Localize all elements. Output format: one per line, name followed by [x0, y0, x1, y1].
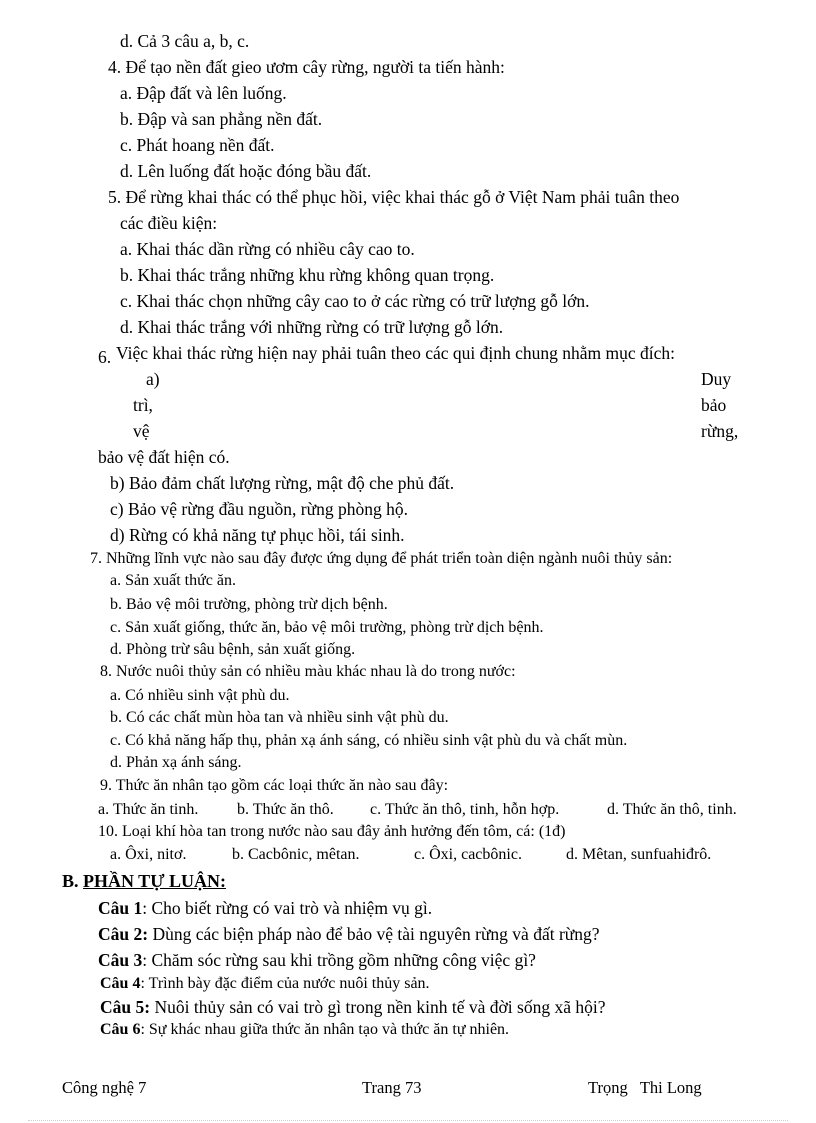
q4-option-c: c. Phát hoang nền đất. [120, 135, 275, 155]
q6-option-a-continuation: bảo vệ đất hiện có. [98, 447, 230, 467]
q8-option-b: b. Có các chất mùn hòa tan và nhiều sinh vật phù du. [110, 709, 449, 726]
q8-option-c: c. Có khả năng hấp thụ, phản xạ ánh sáng, có nhiều sinh vật phù du và chất mùn. [110, 732, 628, 749]
q7-stem: 7. Những lĩnh vực nào sau đây được ứng dụng để phát triển toàn diện ngành nuôi thủy sản: [90, 550, 673, 567]
q4-stem: 4. Để tạo nền đất gieo ươm cây rừng, người ta tiến hành: [108, 57, 505, 77]
q3-option-d: d. Cả 3 câu a, b, c. [120, 31, 250, 51]
q9-option-c: c. Thức ăn thô, tinh, hỗn hợp. [370, 801, 560, 818]
q6-option-a-word: rừng, [701, 421, 739, 441]
q7-option-b: b. Bảo vệ môi trường, phòng trừ dịch bệnh. [110, 596, 388, 613]
q6-option-c: c) Bảo vệ rừng đầu nguồn, rừng phòng hộ. [110, 499, 408, 519]
q7-option-c: c. Sản xuất giống, thức ăn, bảo vệ môi trường, phòng trừ dịch bệnh. [110, 619, 544, 636]
q5-stem-line1: 5. Để rừng khai thác có thể phục hồi, việc khai thác gỗ ở Việt Nam phải tuân theo [108, 187, 680, 207]
q4-option-a: a. Đập đất và lên luống. [120, 83, 287, 103]
essay-question-2 [98, 923, 600, 945]
q6-option-d: d) Rừng có khả năng tự phục hồi, tái sinh. [110, 525, 405, 545]
essay-question-5 [100, 996, 606, 1018]
q5-option-a: a. Khai thác dần rừng có nhiều cây cao to. [120, 239, 415, 259]
essay-question-4 [100, 973, 430, 995]
q6-option-b: b) Bảo đảm chất lượng rừng, mật độ che phủ đất. [110, 473, 455, 493]
essay-question-label: Câu 6 [100, 1021, 141, 1038]
q6-option-a-word: Duy [701, 369, 732, 389]
q9-option-b: b. Thức ăn thô. [237, 801, 334, 818]
footer-subject: Công nghệ 7 [62, 1078, 147, 1097]
essay-question-3 [98, 949, 536, 971]
essay-question-text: Dùng các biện pháp nào để bảo vệ tài nguyên rừng và đất rừng? [148, 924, 600, 944]
q6-option-a-word: vệ [133, 421, 150, 441]
essay-question-label: Câu 3 [98, 950, 143, 970]
q10-option-c: c. Ôxi, cacbônic. [414, 846, 522, 863]
q10-option-d: d. Mêtan, sunfuahiđrô. [566, 846, 712, 863]
q10-option-b: b. Cacbônic, mêtan. [232, 846, 360, 863]
q6-option-a-word: bảo [701, 395, 727, 415]
q7-option-a: a. Sản xuất thức ăn. [110, 572, 236, 589]
q9-option-d: d. Thức ăn thô, tinh. [607, 801, 737, 818]
q6-number: 6. [98, 347, 112, 367]
q10-option-a: a. Ôxi, nitơ. [110, 846, 187, 863]
q10-stem: 10. Loại khí hòa tan trong nước nào sau đây ảnh hưởng đến tôm, cá: (1đ) [98, 823, 566, 840]
q4-option-b: b. Đập và san phẳng nền đất. [120, 109, 323, 129]
q5-option-d: d. Khai thác trắng với những rừng có trữ lượng gỗ lớn. [120, 317, 504, 337]
q4-option-d: d. Lên luống đất hoặc đóng bầu đất. [120, 161, 372, 181]
section-b-heading [62, 870, 226, 892]
q6-stem: Việc khai thác rừng hiện nay phải tuân theo các qui định chung nhằm mục đích: [116, 343, 676, 363]
essay-question-text: : Sự khác nhau giữa thức ăn nhân tạo và thức ăn tự nhiên. [140, 1021, 510, 1038]
footer-divider [28, 1120, 788, 1121]
q7-option-d: d. Phòng trừ sâu bệnh, sản xuất giống. [110, 641, 356, 658]
footer-author: Trọng Thi Long [588, 1078, 702, 1097]
q9-stem: 9. Thức ăn nhân tạo gồm các loại thức ăn nào sau đây: [100, 777, 449, 794]
essay-question-6 [100, 1019, 509, 1041]
essay-question-1 [98, 897, 432, 919]
q8-option-d: d. Phản xạ ánh sáng. [110, 754, 242, 771]
essay-question-text: Nuôi thủy sản có vai trò gì trong nền kinh tế và đời sống xã hội? [150, 997, 606, 1017]
q5-stem-line2: các điều kiện: [120, 213, 218, 233]
essay-question-label: Câu 4 [100, 975, 141, 992]
section-b-prefix: B. [62, 871, 84, 891]
q8-option-a: a. Có nhiều sinh vật phù du. [110, 687, 290, 704]
essay-question-label: Câu 1 [98, 898, 143, 918]
footer-page-number: Trang 73 [362, 1078, 422, 1097]
essay-question-label: Câu 5: [100, 997, 151, 1017]
essay-question-text: : Cho biết rừng có vai trò và nhiệm vụ gì. [142, 898, 433, 918]
q9-option-a: a. Thức ăn tinh. [98, 801, 199, 818]
q5-option-c: c. Khai thác chọn những cây cao to ở các rừng có trữ lượng gỗ lớn. [120, 291, 590, 311]
essay-question-text: : Trình bày đặc điểm của nước nuôi thủy sản. [140, 975, 430, 992]
q6-option-a-label: a) [146, 369, 160, 389]
essay-question-label: Câu 2: [98, 924, 149, 944]
essay-question-text: : Chăm sóc rừng sau khi trồng gồm những công việc gì? [142, 950, 536, 970]
q8-stem: 8. Nước nuôi thủy sản có nhiều màu khác nhau là do trong nước: [100, 663, 516, 680]
q5-option-b: b. Khai thác trắng những khu rừng không quan trọng. [120, 265, 495, 285]
q6-option-a-word: trì, [133, 395, 153, 415]
section-b-title: PHẦN TỰ LUẬN: [83, 871, 227, 891]
